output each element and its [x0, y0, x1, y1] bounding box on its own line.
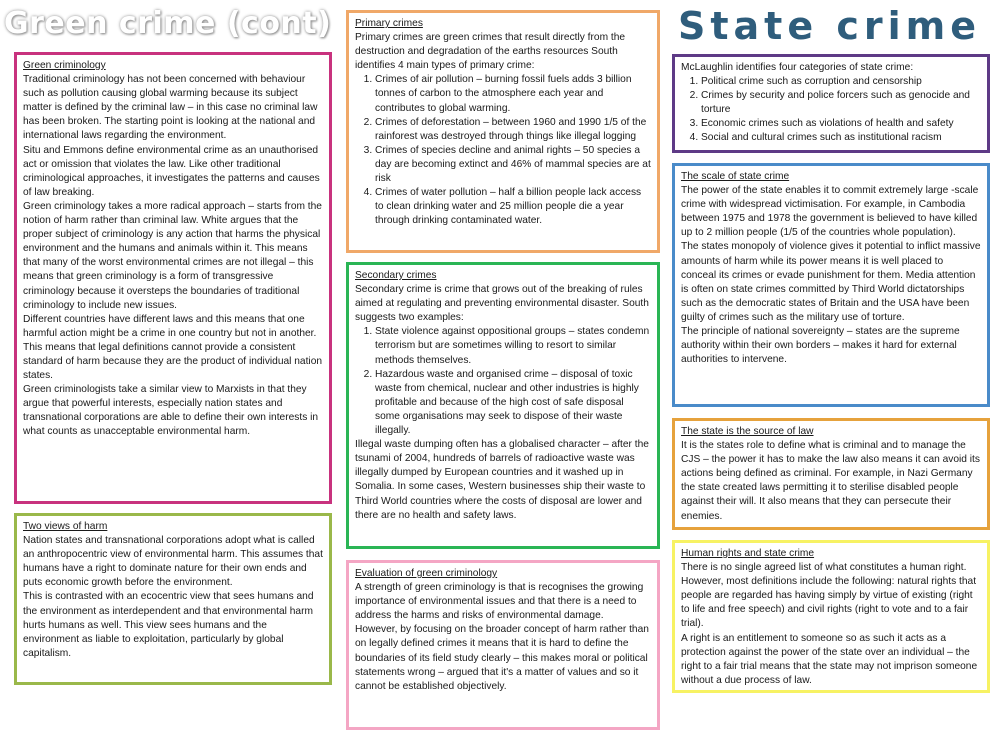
green-criminology-paragraph-2: Situ and Emmons define environmental crime as an unauthorised act or omission that violates the law. Like other traditional criminological approaches, it investigates the patterns and causes of law breaking. — [23, 144, 320, 198]
evaluation-heading: Evaluation of green criminology — [355, 568, 498, 579]
secondary-crimes-list — [355, 325, 651, 438]
scale-paragraph-2: The states monopoly of violence gives it potential to inflict massive amounts of harm while its power means it is well placed to conceal its crimes or evade punishment for them. Media attention is often on state crimes committed by Third World dictatorships such as the democratic states of Britain and the USA have been guilty of crimes such as the military use of torture. — [681, 241, 981, 323]
two-views-of-harm-box — [14, 513, 332, 685]
rights-paragraph-2: A right is an entitlement to someone so as such it acts as a protection against the power of the state over an individual – the right to a fair trial means that the state may not imprison someone without a due process of law. — [681, 632, 978, 686]
mclaughlin-categories-box — [672, 54, 990, 153]
scale-of-state-crime-box — [672, 163, 990, 407]
secondary-crimes-outro: Illegal waste dumping often has a globalised character – after the tsunami of 2004, hundreds of barrels of radioactive waste was illegally dumped by European countries and it washed up in Somalia. In some cases, Western businesses ship their waste to Third World countries where the costs of disposal are lower and there are no health and safety laws. — [355, 439, 649, 521]
list-item: 4. Social and cultural crimes such as institutional racism — [701, 131, 981, 145]
list-item: 2. Crimes by security and police forcers such as genocide and torture — [701, 89, 981, 117]
list-item: 3. Crimes of species decline and animal rights – 50 species a day are becoming extinct and 46% of mammal species are at risk — [375, 144, 651, 186]
evaluation-paragraph-2: However, by focusing on the broader concept of harm rather than on legally defined crimes it means that it is hard to define the boundaries of its field study clearly – this makes moral or political statements wrong – argued that it's a matter of values and so it cannot be established objectively. — [355, 624, 649, 692]
rights-heading: Human rights and state crime — [681, 548, 815, 559]
secondary-crimes-intro: Secondary crime is crime that grows out of the breaking of rules aimed at regulating and preventing environmental disaster. South suggests two examples: — [355, 284, 649, 324]
primary-crimes-list — [355, 73, 651, 228]
green-criminology-box — [14, 52, 332, 504]
list-item: 2. Crimes of deforestation – between 1960 and 1990 1/5 of the rainforest was destroyed through things like illegal logging — [375, 116, 651, 144]
two-views-paragraph-1: Nation states and transnational corporations adopt what is called an anthropocentric view of environmental harm. This assumes that humans have a right to dominate nature for their own ends and puts economic growth before the environment. — [23, 535, 323, 589]
evaluation-paragraph-1: A strength of green criminology is that is recognises the growing importance of environmental issues and that there is a need to address the harms and risks of environmental damage. — [355, 582, 644, 622]
green-criminology-paragraph-5: Green criminologists take a similar view to Marxists in that they argue that powerful interests, especially nation states and transnational corporations are able to define their own interests in what counts as unacceptable environmental harm. — [23, 384, 319, 438]
page-title-state-crime: State crime — [678, 4, 982, 48]
green-criminology-paragraph-3: Green criminology takes a more radical approach – starts from the notion of harm rather than criminal law. White argues that the proper subject of criminology is any action that harms the physical environment and the humans and animals within it. This means that many of the worst environmental crimes are not illegal – this means that green criminology is a form of transgressive criminology because it oversteps the boundaries of traditional criminology to include new issues. — [23, 200, 322, 311]
list-item: 1. Political crime such as corruption and censorship — [701, 75, 981, 89]
two-views-paragraph-2: This is contrasted with an ecocentric view that sees humans and the environment as interdependent and that environmental harm hurts humans as well. This view sees humans and the environment as liable to exploitation, particularly by global capitalism. — [23, 591, 314, 659]
scale-paragraph-1: The power of the state enables it to commit extremely large -scale crime with widespread victimisation. For example, in Cambodia between 1975 and 1978 the government is believed to have killed up to 2 million people (1/5 of the countries whole population). — [681, 185, 979, 239]
source-heading: The state is the source of law — [681, 426, 814, 437]
green-criminology-paragraph-1: Traditional criminology has not been concerned with behaviour such as pollution causing global warming because its subject matter is defined by the criminal law – in this case no criminal law has been broken. The starting point is looking at the national and international laws regarding the environment. — [23, 74, 318, 142]
list-item: 2. Hazardous waste and organised crime – disposal of toxic waste from chemical, nuclear and other industries is highly profitable and because of the high cost of safe disposal some organisations may seek to dispose of their waste illegally. — [375, 368, 651, 438]
state-source-of-law-box — [672, 418, 990, 530]
primary-crimes-heading: Primary crimes — [355, 18, 423, 29]
evaluation-box — [346, 560, 660, 730]
scale-paragraph-3: The principle of national sovereignty – states are the supreme authority within their own borders – makes it hard for external authorities to intervene. — [681, 326, 960, 366]
two-views-heading: Two views of harm — [23, 521, 108, 532]
secondary-crimes-heading: Secondary crimes — [355, 270, 437, 281]
list-item: 4. Crimes of water pollution – half a billion people lack access to clean drinking water and 25 million people die a year through drinking contaminated water. — [375, 186, 651, 228]
green-criminology-paragraph-4: Different countries have different laws and this means that one harmful action might be a crime in one country but not in another. This means that legal definitions cannot provide a consistent standard of harm because they are the product of individual nation states. — [23, 313, 323, 382]
primary-crimes-box — [346, 10, 660, 253]
mclaughlin-list — [681, 75, 981, 145]
list-item: 1. Crimes of air pollution – burning fossil fuels adds 3 billion tonnes of carbon to the atmosphere each year and contributes to global warming. — [375, 73, 651, 115]
mclaughlin-intro: McLaughlin identifies four categories of state crime: — [681, 62, 914, 73]
rights-paragraph-1: There is no single agreed list of what constitutes a human right. However, most definitions include the following: natural rights that people are regarded has having simply by virtue of existing (right to life and free speech) and civil rights (right to vote and to a fair trial). — [681, 562, 977, 630]
list-item: 3. Economic crimes such as violations of health and safety — [701, 117, 981, 131]
secondary-crimes-box — [346, 262, 660, 549]
green-criminology-heading: Green criminology — [23, 60, 106, 71]
source-paragraph-1: It is the states role to define what is criminal and to manage the CJS – the power it has to make the law also means it can avoid its actions being defined as criminal. For example, in Nazi Germany the state created laws permitting it to sterilise disabled people against their will. It also means that they can persecute their enemies. — [681, 440, 980, 522]
scale-heading: The scale of state crime — [681, 171, 790, 182]
list-item: 1. State violence against oppositional groups – states condemn terrorism but are sometimes willing to resort to similar methods themselves. — [375, 325, 651, 367]
human-rights-box — [672, 540, 990, 693]
page-title-green-crime: Green crime (cont) — [4, 6, 332, 41]
primary-crimes-intro: Primary crimes are green crimes that result directly from the destruction and degradation of the earths resources South identifies 4 main types of primary crime: — [355, 32, 626, 72]
